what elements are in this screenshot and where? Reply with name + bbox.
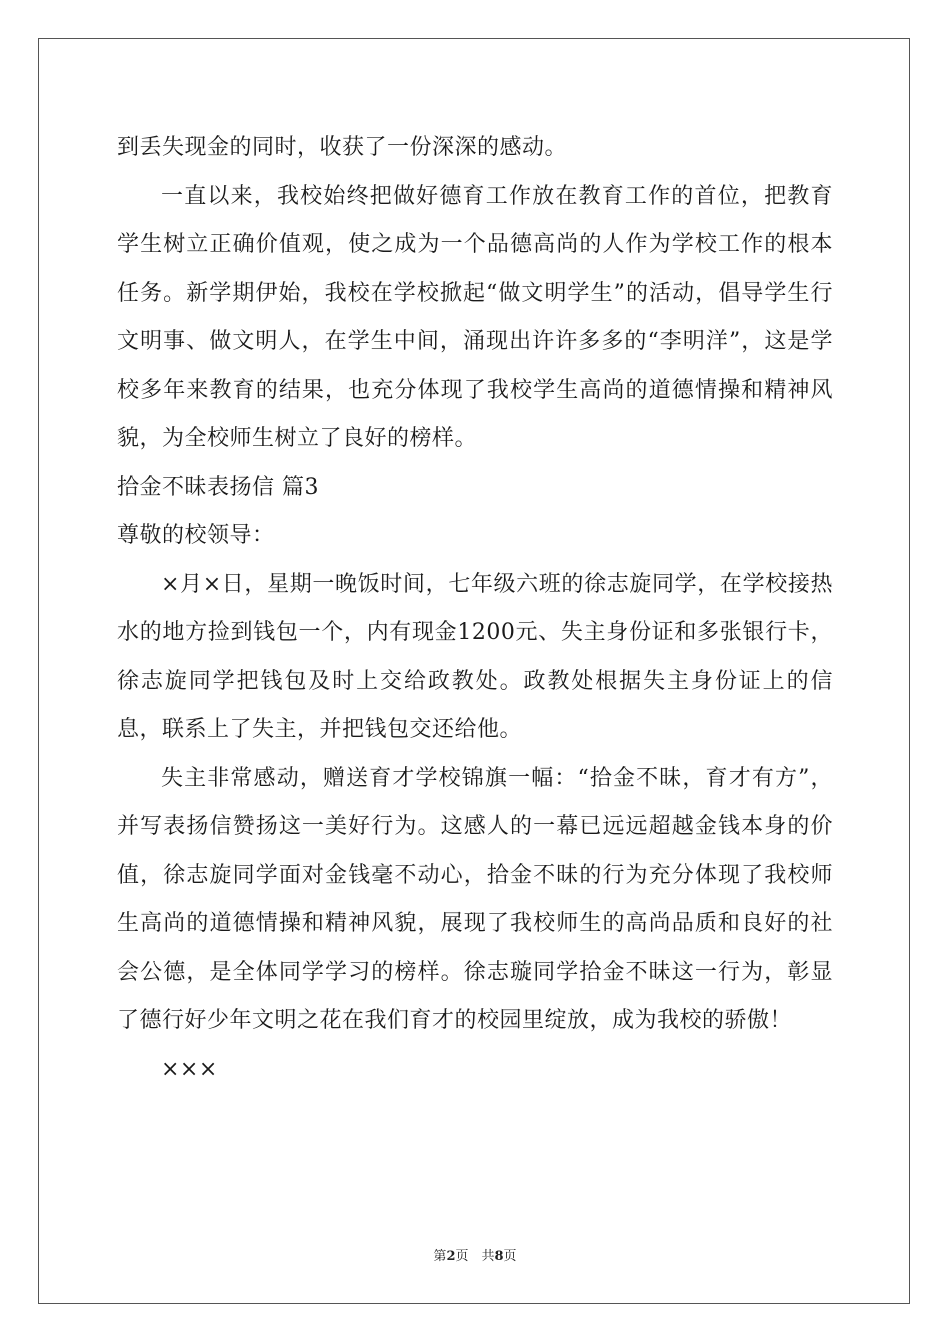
page-footer [0,1245,950,1264]
paragraph-incident: ×月×日，星期一晚饭时间，七年级六班的徐志旋同学，在学校接热水的地方捡到钱包一个，内有现金1200元、失主身份证和多张银行卡，徐志旋同学把钱包及时上交给政教处。政教处根据失主身份证上的信息，联系上了失主，并把钱包交还给他。 [117,571,833,742]
paragraph-moral-education: 一直以来，我校始终把做好德育工作放在教育工作的首位，把教育学生树立正确价值观，使之成为一个品德高尚的人作为学校工作的根本任务。新学期伊始，我校在学校掀起“做文明学生”的活动，倡导学生行文明事、做文明人，在学生中间，涌现出许许多多的“李明洋”，这是学校多年来教育的结果，也充分体现了我校学生高尚的道德情操和精神风貌，为全校师生树立了良好的榜样。 [117,183,833,451]
signature: ××× [161,1056,218,1082]
page-total: 8 [494,1249,504,1264]
section-heading: 拾金不昧表扬信 篇3 [117,474,319,500]
document-body [117,124,833,1094]
page-number: 2 [446,1249,456,1264]
paragraph-praise: 失主非常感动，赠送育才学校锦旗一幅：“拾金不昧，育才有方”，并写表扬信赞扬这一美好行为。这感人的一幕已远远超越金钱本身的价值，徐志旋同学面对金钱毫不动心，拾金不昧的行为充分体现了我校师生高尚的道德情操和精神风貌，展现了我校师生的高尚品质和良好的社会公德，是全体同学学习的榜样。徐志璇同学拾金不昧这一行为，彰显了德行好少年文明之花在我们育才的校园里绽放，成为我校的骄傲！ [117,765,833,1033]
page-suffix: 页 [503,1249,517,1264]
page-prefix: 第 [433,1249,447,1264]
paragraph-continuation: 到丢失现金的同时，收获了一份深深的感动。 [117,135,568,160]
salutation: 尊敬的校领导： [117,523,275,548]
page-mid: 页 共 [455,1249,495,1264]
